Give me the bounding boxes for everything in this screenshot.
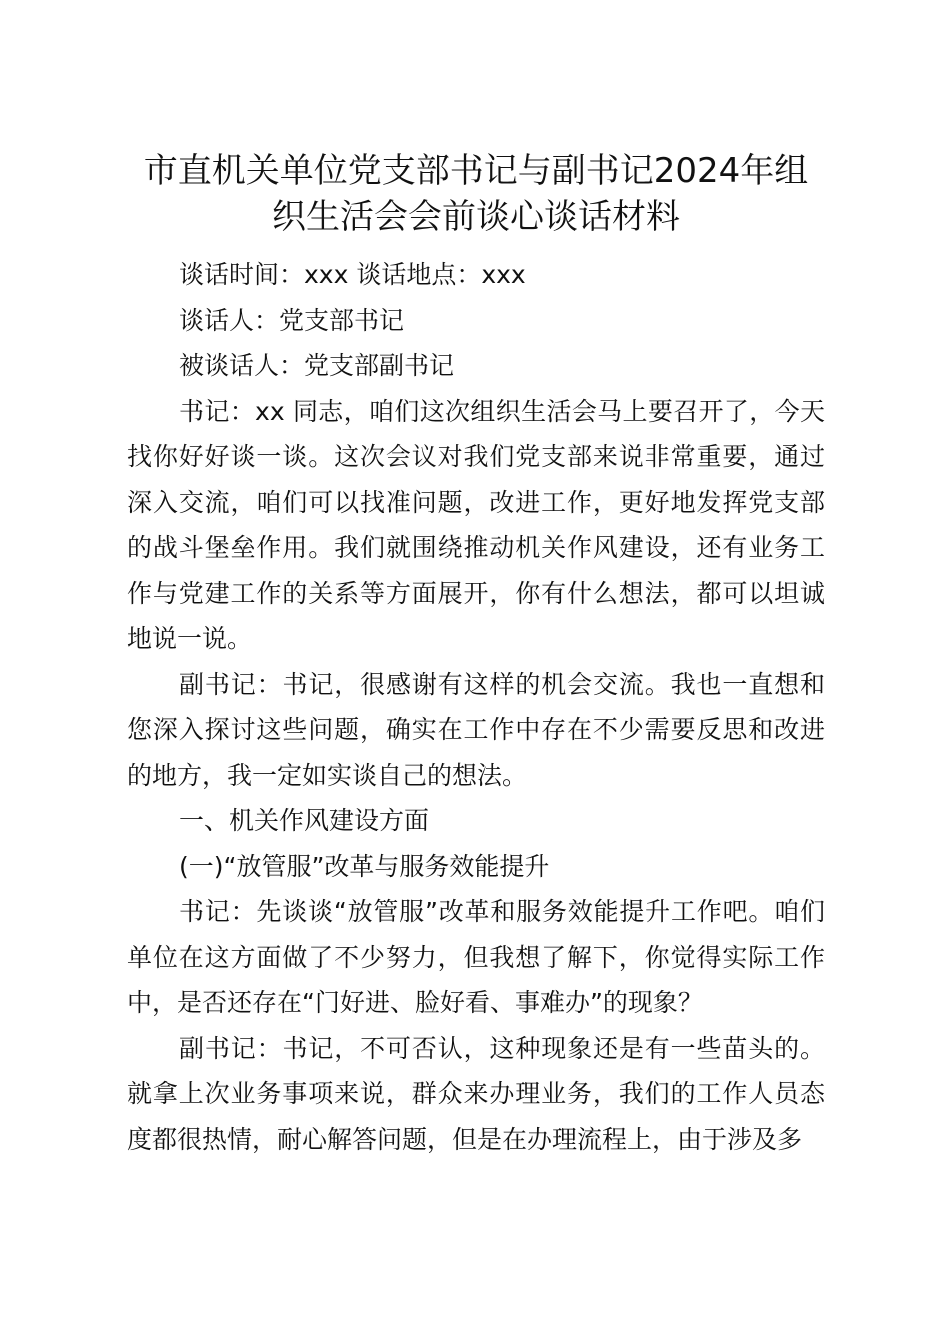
document-title: [127, 148, 825, 240]
talker: 谈话人：党支部书记: [179, 305, 405, 335]
document-body: [127, 252, 825, 1162]
paragraph-deputy-reply: 副书记：书记，很感谢有这样的机会交流。我也一直想和您深入探讨这些问题，确实在工作中存在不少需要反思和改进的地方，我一定如实谈自己的想法。: [127, 669, 825, 790]
paragraph-secretary-question: 书记：先谈谈“放管服”改革和服务效能提升工作吧。咱们单位在这方面做了不少努力，但我想了解下，你觉得实际工作中，是否还存在“门好进、脸好看、事难办”的现象？: [127, 897, 825, 1017]
title-line-1: 市直机关单位党支部书记与副书记2024年组: [143, 151, 809, 191]
title-line-2: 织生活会会前谈心谈话材料: [272, 197, 680, 237]
paragraph-deputy-answer: 副书记：书记，不可否认，这种现象还是有一些苗头的。就拿上次业务事项来说，群众来办理业务，我们的工作人员态度都很热情，耐心解答问题，但是在办理流程上，由于涉及多: [127, 1033, 825, 1154]
talk-time-place: 谈话时间：xxx 谈话地点：xxx: [179, 260, 526, 289]
paragraph-secretary-opening: 书记：xx 同志，咱们这次组织生活会马上要召开了，今天找你好好谈一谈。这次会议对我们党支部来说非常重要，通过深入交流，咱们可以找准问题，改进工作，更好地发挥党支部的战斗堡垒作用。我们就围绕推动机关作风建设，还有业务工作与党建工作的关系等方面展开，你有什么想法，都可以坦诚地说一说。: [127, 396, 825, 653]
subsection-heading-1: (一)“放管服”改革与服务效能提升: [179, 851, 550, 881]
interviewee: 被谈话人：党支部副书记: [179, 351, 455, 380]
section-heading-1: 一、机关作风建设方面: [179, 806, 430, 835]
